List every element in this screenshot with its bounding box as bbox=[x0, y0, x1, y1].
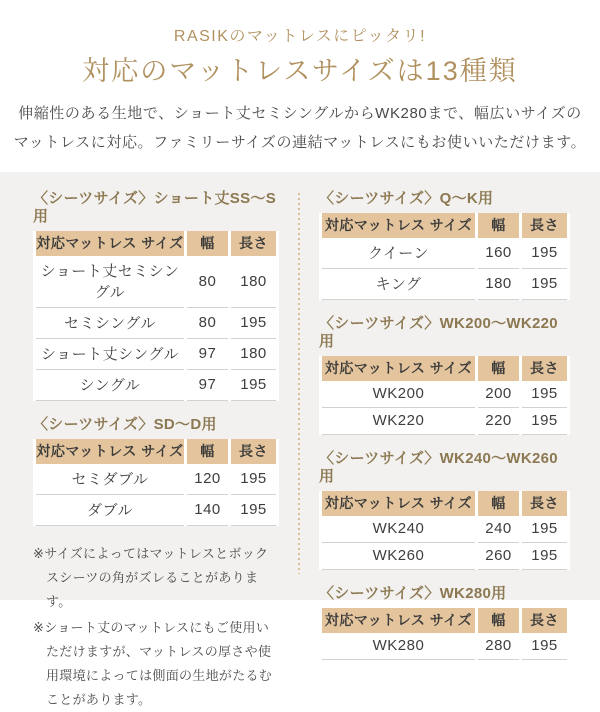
width-value-cell: 220 bbox=[478, 408, 519, 435]
mattress-name-cell: WK220 bbox=[322, 408, 475, 435]
table-header-row bbox=[322, 213, 567, 238]
width-value-cell: 97 bbox=[187, 370, 228, 401]
table-header-row bbox=[36, 231, 276, 256]
mattress-name-cell: ショート丈セミシングル bbox=[36, 256, 184, 308]
width-value-cell: 80 bbox=[187, 256, 228, 308]
note-item: ※サイズによってはマットレスとボックスシーツの角がズレることがあります。 bbox=[33, 546, 269, 609]
length-value-cell: 195 bbox=[231, 464, 276, 495]
col-header-mattress-size: 対応マットレス サイズ bbox=[36, 439, 184, 464]
table-header-row bbox=[36, 439, 276, 464]
table-block-short-ss-s bbox=[33, 190, 279, 401]
description-line: 伸縮性のある生地で、ショート丈セミシングルからWK280まで、幅広いサイズの bbox=[18, 105, 582, 122]
length-value-cell: 195 bbox=[522, 633, 567, 660]
table-row bbox=[36, 464, 276, 495]
col-header-width: 幅 bbox=[478, 608, 519, 633]
table-header-row bbox=[322, 356, 567, 381]
col-header-width: 幅 bbox=[478, 213, 519, 238]
col-header-mattress-size: 対応マットレス サイズ bbox=[36, 231, 184, 256]
table-block-wk240-wk260 bbox=[319, 450, 570, 570]
col-header-width: 幅 bbox=[187, 231, 228, 256]
mattress-name-cell: WK240 bbox=[322, 516, 475, 543]
sheet-size-heading: 〈シーツサイズ〉WK240〜WK260用 bbox=[319, 450, 558, 485]
col-header-length: 長さ bbox=[522, 491, 567, 516]
col-header-mattress-size: 対応マットレス サイズ bbox=[322, 491, 475, 516]
sheet-size-heading: 〈シーツサイズ〉WK280用 bbox=[319, 585, 507, 602]
column-divider bbox=[298, 193, 300, 574]
sheet-size-heading: 〈シーツサイズ〉SD〜D用 bbox=[33, 416, 217, 433]
table-header-row bbox=[322, 608, 567, 633]
table-block-wk280 bbox=[319, 585, 570, 660]
header-section bbox=[0, 0, 600, 172]
col-header-width: 幅 bbox=[187, 439, 228, 464]
col-header-length: 長さ bbox=[231, 439, 276, 464]
sheet-size-heading: 〈シーツサイズ〉ショート丈SS〜S用 bbox=[33, 190, 277, 225]
mattress-name-cell: キング bbox=[322, 269, 475, 300]
table-block-q-k bbox=[319, 190, 570, 300]
sheet-size-heading: 〈シーツサイズ〉WK200〜WK220用 bbox=[319, 315, 558, 350]
table-row bbox=[322, 408, 567, 435]
sheet-size-heading: 〈シーツサイズ〉Q〜K用 bbox=[319, 190, 494, 207]
length-value-cell: 195 bbox=[522, 543, 567, 570]
mattress-name-cell: シングル bbox=[36, 370, 184, 401]
length-value-cell: 195 bbox=[522, 381, 567, 408]
note-item: ※ショート丈のマットレスにもご使用いただけますが、マットレスの厚さや使用環境によっては側面の生地がたるむことがあります。 bbox=[33, 620, 273, 707]
catch-copy: RASIKのマットレスにピッタリ! bbox=[173, 28, 427, 45]
size-table bbox=[319, 213, 570, 300]
width-value-cell: 140 bbox=[187, 495, 228, 526]
table-row bbox=[322, 543, 567, 570]
table-row bbox=[322, 633, 567, 660]
width-value-cell: 200 bbox=[478, 381, 519, 408]
length-value-cell: 180 bbox=[231, 339, 276, 370]
table-row bbox=[36, 495, 276, 526]
col-header-mattress-size: 対応マットレス サイズ bbox=[322, 356, 475, 381]
width-value-cell: 97 bbox=[187, 339, 228, 370]
width-value-cell: 180 bbox=[478, 269, 519, 300]
size-table bbox=[319, 356, 570, 435]
length-value-cell: 195 bbox=[231, 308, 276, 339]
table-row bbox=[322, 516, 567, 543]
mattress-name-cell: WK280 bbox=[322, 633, 475, 660]
table-header-row bbox=[322, 491, 567, 516]
col-header-length: 長さ bbox=[522, 608, 567, 633]
mattress-name-cell: WK260 bbox=[322, 543, 475, 570]
page-title: 対応のマットレスサイズは13種類 bbox=[82, 56, 518, 86]
width-value-cell: 240 bbox=[478, 516, 519, 543]
table-row bbox=[322, 381, 567, 408]
width-value-cell: 280 bbox=[478, 633, 519, 660]
description bbox=[0, 99, 600, 157]
col-header-length: 長さ bbox=[231, 231, 276, 256]
description-line: マットレスに対応。ファミリーサイズの連結マットレスにもお使いいただけます。 bbox=[13, 134, 587, 151]
mattress-name-cell: ショート丈シングル bbox=[36, 339, 184, 370]
col-header-width: 幅 bbox=[478, 356, 519, 381]
table-row bbox=[322, 238, 567, 269]
col-header-mattress-size: 対応マットレス サイズ bbox=[322, 213, 475, 238]
mattress-name-cell: ダブル bbox=[36, 495, 184, 526]
mattress-name-cell: WK200 bbox=[322, 381, 475, 408]
width-value-cell: 120 bbox=[187, 464, 228, 495]
size-table bbox=[319, 491, 570, 570]
length-value-cell: 195 bbox=[231, 370, 276, 401]
length-value-cell: 195 bbox=[522, 269, 567, 300]
mattress-name-cell: セミシングル bbox=[36, 308, 184, 339]
col-header-length: 長さ bbox=[522, 356, 567, 381]
width-value-cell: 260 bbox=[478, 543, 519, 570]
size-table bbox=[33, 439, 279, 526]
table-row bbox=[36, 370, 276, 401]
length-value-cell: 180 bbox=[231, 256, 276, 308]
length-value-cell: 195 bbox=[231, 495, 276, 526]
size-tables-section bbox=[0, 172, 600, 707]
table-block-wk200-wk220 bbox=[319, 315, 570, 435]
table-row bbox=[36, 308, 276, 339]
mattress-name-cell: セミダブル bbox=[36, 464, 184, 495]
right-column bbox=[319, 190, 570, 654]
mattress-name-cell: クイーン bbox=[322, 238, 475, 269]
size-table bbox=[319, 608, 570, 660]
width-value-cell: 160 bbox=[478, 238, 519, 269]
length-value-cell: 195 bbox=[522, 408, 567, 435]
length-value-cell: 195 bbox=[522, 516, 567, 543]
col-header-length: 長さ bbox=[522, 213, 567, 238]
col-header-mattress-size: 対応マットレス サイズ bbox=[322, 608, 475, 633]
table-row bbox=[322, 269, 567, 300]
notes bbox=[33, 542, 279, 712]
table-row bbox=[36, 339, 276, 370]
table-row bbox=[36, 256, 276, 308]
length-value-cell: 195 bbox=[522, 238, 567, 269]
col-header-width: 幅 bbox=[478, 491, 519, 516]
left-column bbox=[33, 190, 279, 707]
size-table bbox=[33, 231, 279, 401]
table-block-sd-d bbox=[33, 416, 279, 526]
width-value-cell: 80 bbox=[187, 308, 228, 339]
